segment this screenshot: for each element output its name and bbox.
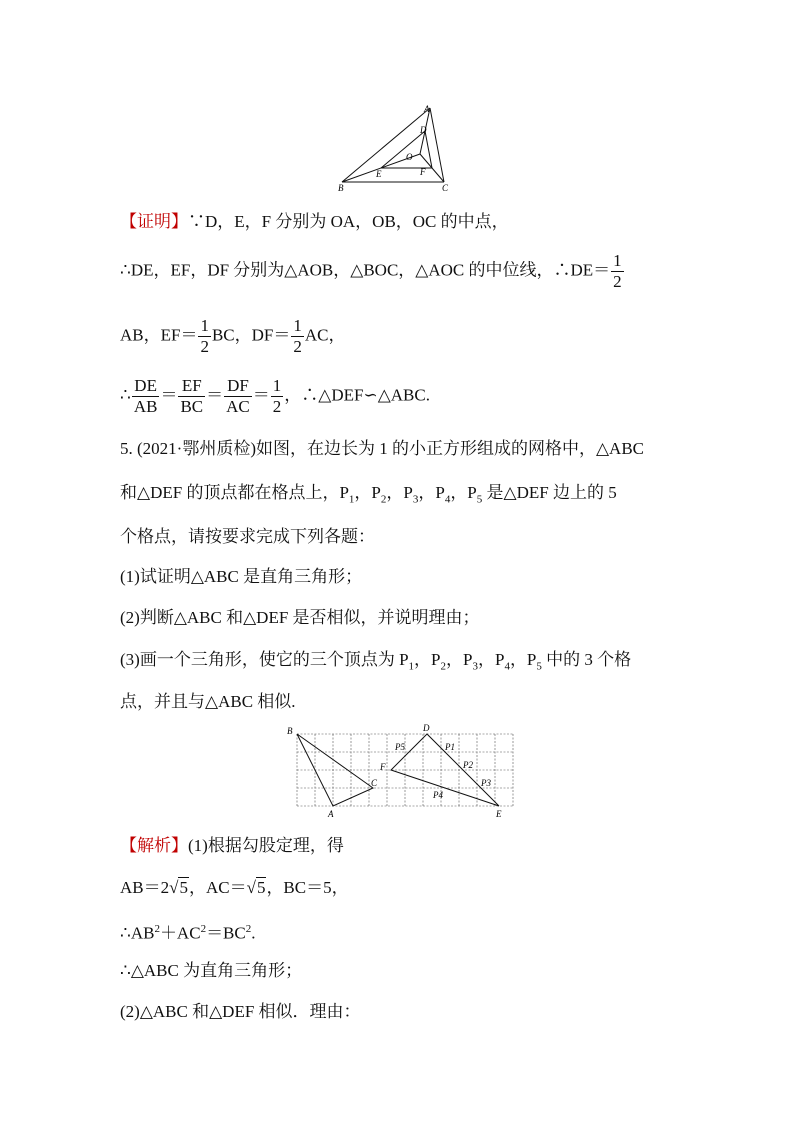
fraction-half: $\frac{1}{2}$ xyxy=(613,251,622,291)
equals: ＝ xyxy=(160,385,178,405)
problem-line-3 xyxy=(120,526,375,548)
label-f: F xyxy=(420,167,426,177)
triangle-figure xyxy=(336,102,460,194)
label-p1: P1 xyxy=(445,742,455,752)
ratio-df-ac: $\frac{DF}{AC}$ xyxy=(226,376,250,416)
proof-tag: 【证明】 xyxy=(120,212,188,231)
label-c: C xyxy=(442,183,449,193)
ratio-ef-bc: $\frac{EF}{BC}$ xyxy=(180,376,204,416)
ratio-de-ab: $\frac{DE}{AB}$ xyxy=(133,376,158,416)
label-o: O xyxy=(406,152,413,162)
solution-text-4: ∴△ABC 为直角三角形； xyxy=(120,961,303,980)
fraction-half: $\frac{1}{2}$ xyxy=(293,316,302,356)
equals: ＝ xyxy=(206,385,224,405)
label-p2: P2 xyxy=(463,760,473,770)
solution-line-1 xyxy=(120,835,344,857)
proof-line-4 xyxy=(120,376,430,417)
therefore-symbol: ∴ xyxy=(120,385,131,405)
fraction-half: $\frac{1}{2}$ xyxy=(272,376,282,416)
proof-text-1: ∵D，E，F 分别为 OA，OB，OC 的中点， xyxy=(188,212,509,231)
question-2-text: (2)判断△ABC 和△DEF 是否相似，并说明理由； xyxy=(120,608,480,627)
label-p3: P3 xyxy=(481,778,491,788)
label-e: E xyxy=(496,809,502,819)
question-2 xyxy=(120,607,480,629)
label-a: A xyxy=(424,104,430,114)
proof-text-2: ∴DE，EF，DF 分别为△AOB，△BOC，△AOC 的中位线，∴DE＝ xyxy=(120,260,611,280)
label-e: E xyxy=(376,169,382,179)
problem-text-3: 个格点，请按要求完成下列各题： xyxy=(120,527,375,546)
problem-text-1: 5. (2021·鄂州质检)如图，在边长为 1 的小正方形组成的网格中，△ABC xyxy=(120,439,645,458)
question-3-text-2: 点，并且与△ABC 相似. xyxy=(120,692,296,711)
solution-text-5: (2)△ABC 和△DEF 相似．理由： xyxy=(120,1002,361,1021)
label-d: D xyxy=(420,125,427,135)
proof-text-3a: AB，EF＝ xyxy=(120,325,198,345)
problem-line-2: 和△DEF 的顶点都在格点上，$P_1$，$P_2$，$P_3$，$P_4$，$P_5$ 是△DEF 边上的 5 xyxy=(120,483,617,506)
proof-text-3b: BC，DF＝ xyxy=(211,325,291,345)
solution-line-5 xyxy=(120,1001,361,1023)
solution-line-2: AB＝2√5，AC＝√5，BC＝5， xyxy=(120,878,349,897)
proof-line-3 xyxy=(120,316,346,357)
fraction-half: $\frac{1}{2}$ xyxy=(200,316,209,356)
solution-tag: 【解析】 xyxy=(120,836,188,855)
equals: ＝ xyxy=(252,385,270,405)
label-b: B xyxy=(338,183,344,193)
solution-line-4 xyxy=(120,960,302,982)
label-a: A xyxy=(328,809,334,819)
label-p5: P5 xyxy=(395,742,405,752)
label-d: D xyxy=(423,723,430,733)
proof-text-4: ，∴△DEF∽△ABC. xyxy=(284,385,430,405)
label-b: B xyxy=(287,726,293,736)
label-f: F xyxy=(380,762,386,772)
proof-line-1 xyxy=(120,211,509,233)
question-1-text: (1)试证明△ABC 是直角三角形； xyxy=(120,567,363,586)
question-3: (3)画一个三角形，使它的三个顶点为 $P_1$，$P_2$，$P_3$，$P_4$，$P_5$ 中的 3 个格 xyxy=(120,650,632,673)
proof-text-3c: AC， xyxy=(304,325,346,345)
grid-figure xyxy=(284,722,514,822)
sqrt-symbol: √ xyxy=(246,878,256,897)
label-c: C xyxy=(371,778,378,788)
question-1 xyxy=(120,566,362,588)
solution-line-3: $\therefore AB^2+AC^2=BC^2$. xyxy=(120,923,256,943)
question-3-line-2 xyxy=(120,691,296,713)
solution-text-1: (1)根据勾股定理，得 xyxy=(188,836,344,855)
problem-line-1 xyxy=(120,438,644,460)
proof-line-2 xyxy=(120,251,625,292)
sqrt-symbol: √ xyxy=(169,878,179,897)
label-p4: P4 xyxy=(433,790,443,800)
